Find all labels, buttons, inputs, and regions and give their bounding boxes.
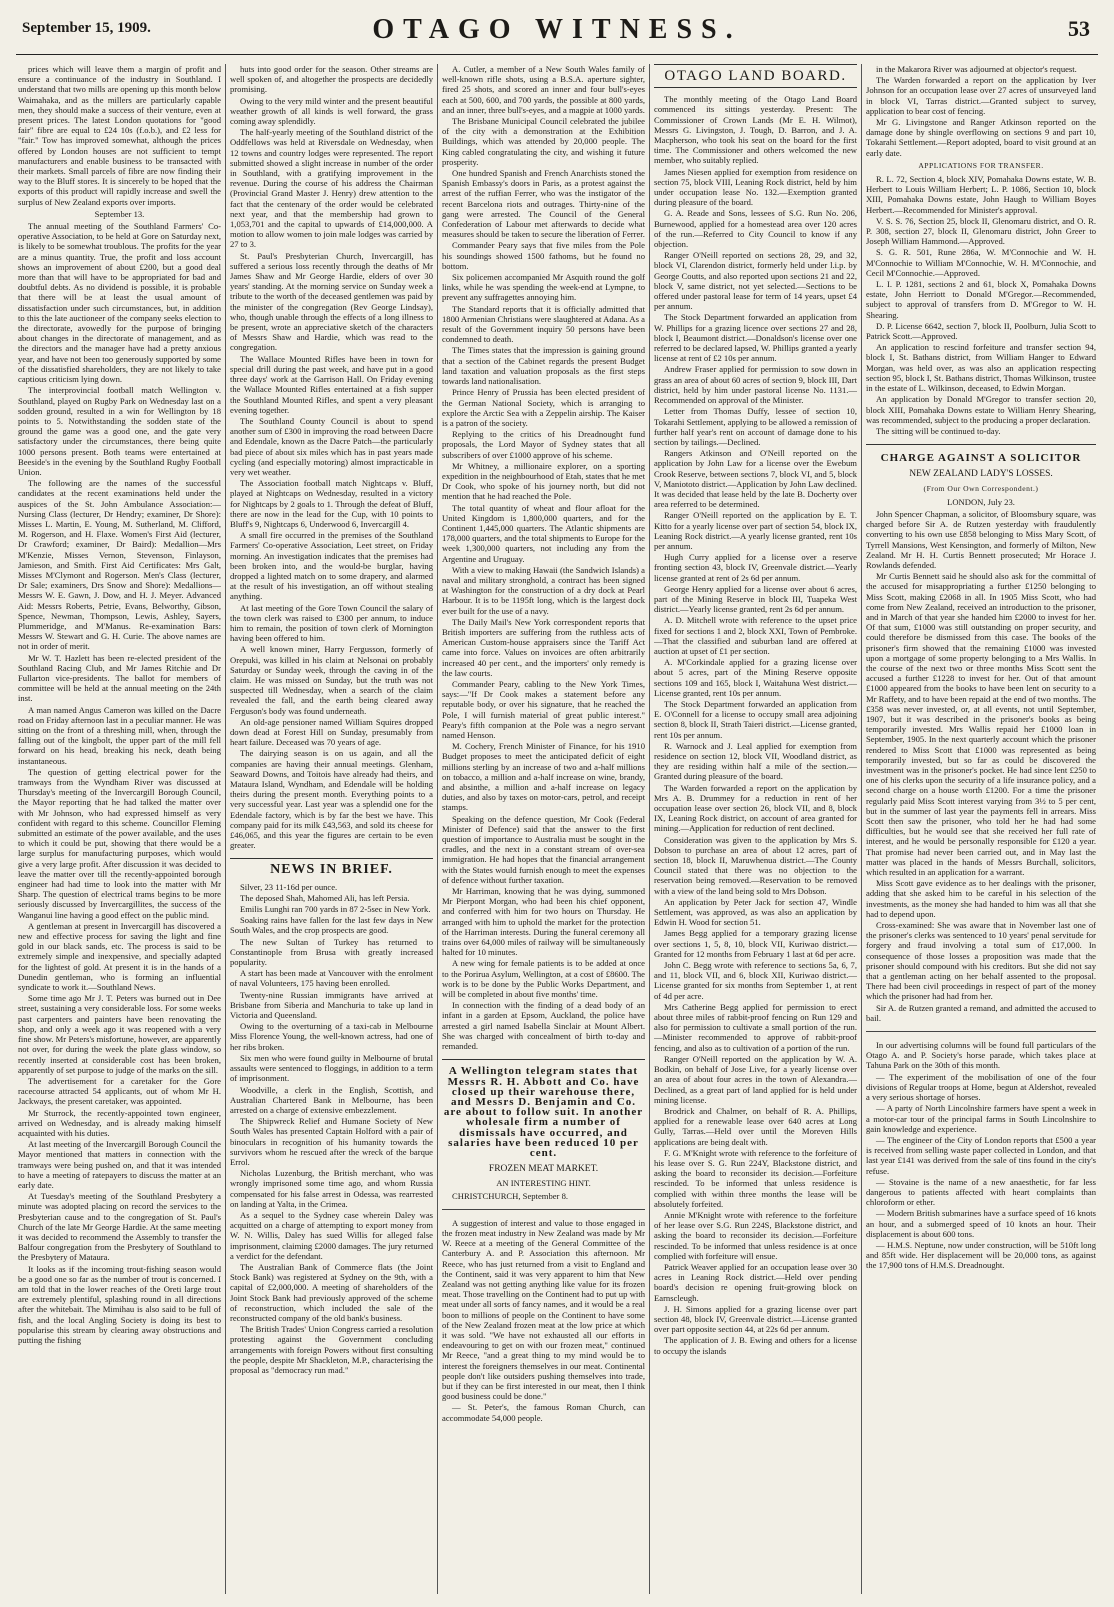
article-paragraph: Mr Sturrock, the recently-appointed town engineer, arrived on Wednesday, and is already making himself acquainted with his duties. [18,1107,221,1138]
article-paragraph: M. Cochery, French Minister of Finance, for his 1910 Budget proposes to meet the anticipated deficit of eight millions sterling by an increase of two and a-half millions on tobacco, a million and a-half increase on wine, brandy, and absinthe, a million and a-half increase on legacy duties, and also by taxes on motor-cars, petrol, and receipt stamps. [442,741,645,813]
article-paragraph: The Standard reports that it is officially admitted that 1800 Armenian Christians were slaughtered at Adana. As a result of the Government inquiry 50 persons have been condemned to death. [442,303,645,345]
article-paragraph: Emilis Lunghi ran 700 yards in 87 2-5sec in New York. [240,904,431,915]
article-paragraph: Nicholas Luzenburg, the British merchant, who was wrongly imprisoned some time ago, and whom Russia compensated for his false arrest in Odessa, was rearrested on landing at Yalta, in the Crimea. [230,1168,433,1209]
article-paragraph: Owing to the very mild winter and the present beautiful weather growth of all kinds is well forward, the grass coming away splendidly. [230,95,433,127]
article-paragraph: Mr G. Livingstone and Ranger Atkinson reported on the damage done by shingle overflowing on sections 9 and part 10, Tokarahi Settlement.—Report adopted, board to visit ground at an early date. [866,117,1096,158]
article-paragraph: — St. Peter's, the famous Roman Church, can accommodate 54,000 people. [442,1402,645,1423]
section-separator [442,1209,645,1210]
article-paragraph: L. I. P. 1281, sections 2 and 61, block X, Pomahaka Downs estate, John Herriott to Donald M'Gregor.—Recommended, subject to approval of transfers from D. M'Gregor to W. H. Shearing. [866,279,1096,320]
article-paragraph: Six policemen accompanied Mr Asquith round the golf links, while he was spending the week-end at Lympne, to prevent any suffragettes annoying him. [442,272,645,303]
article-paragraph: The sitting will be continued to-day. [876,425,1001,436]
article-paragraph: Prince Henry of Prussia has been elected president of the German National Society, which is arranging to explore the Arctic Sea with a Zeppelin airship. The Kaiser is a patron of the society. [442,387,645,428]
article-paragraph: Brodrick and Chalmer, on behalf of R. A. Phillips, applied for a renewable lease over 640 acres at Long Gully, Tarras.—Held over until the Moreven Hills applications are being dealt with. [654,1105,857,1147]
article-paragraph: With a view to making Hawaii (the Sandwich Islands) a naval and military stronghold, a contract has been signed at Washington for the construction of a dry dock at Pearl Harbour. It is to be 1195ft long, which is the largest dock ever built for the use of a navy. [442,564,645,616]
article-paragraph: The interprovincial football match Wellington v. Southland, played on Rugby Park on Wednesday last on a sodden ground, resulted in a win for Wellington by 18 points to 5. Notwithstanding the sodden state of the ground the game was a good one, and the gate very satisfactory under the circumstances, there being quite 1000 persons present. Both teams were entertained at Beeside's in the evening by the Southland Rugby Football Union. [18,385,221,477]
article-paragraph: Six men who were found guilty in Melbourne of brutal assaults were sentenced to floggings, in addition to a term of imprisonment. [230,1052,433,1084]
article-paragraph: A. D. Mitchell wrote with reference to the upset price fixed for sections 1 and 2, block XXI, Town of Pembroke.—That the classified and suburban land are offered at auction at upset of £1 per section. [654,615,857,656]
article-paragraph: Ranger O'Neill reported on sections 28, 29, and 32, block VI, Clarendon district, formerly held under l.i.p. by George Coutts, and also reported upon sections 21 and 22, block V, same district, not yet selected.—Sections to be offered under pastoral lease for term of 14 years, upset £4 per annum. [654,250,857,312]
article-paragraph: Cross-examined: She was aware that in November last one of the prisoner's clerks was sentenced to 10 years' penal servitude for forgery and fraud involving a total sum of £17,000. In consequence of those losses a proposition was made that the prisoner should compound with his creditors. But she did not say that a gentleman acting on her behalf assented to the proposal. There had been civil proceedings in respect of part of the money which the prisoner had had from her. [866,920,1096,1002]
column-1 [18,64,221,1594]
subheading: (From Our Own Correspondent.) [923,483,1039,493]
article-paragraph: At last meeting of the Invercargill Borough Council the Mayor mentioned that matters in connection with the tramways were being pushed on, and that it was intended to have a meeting of ratepayers to discuss the matter at an early date. [18,1139,221,1190]
article-paragraph: S. G. R. 501, Rune 286a, W. M'Connochie and W. H. M'Connochie to William M'Connochie, W. H. M'Connochie, and Cecil M'Connochie.—Approved. [866,247,1096,278]
issue-date: September 15, 1909. [22,20,151,36]
article-paragraph: The monthly meeting of the Otago Land Board commenced its sittings yesterday. Present: The Commissioner of Crown Lands (Mr E. H. Wilmot), Messrs G. Livingston, J. Tough, D. Barron, and J. A. Macpherson, who took his seat on the board for the first time. The Commissioner and others welcomed the new member, who suitably replied. [654,94,857,166]
article-paragraph: The new Sultan of Turkey has returned to Constantinople from Brusa with greatly increased popularity. [230,936,433,968]
article-paragraph: Mr W. T. Hazlett has been re-elected president of the Southland Racing Club, and Mr James Ritchie and Dr Fullarton vice-presidents. The ballot for members of committee will be held at the annual meeting on the 24th inst. [18,652,221,704]
article-paragraph: Commander Peary, cabling to the New York Times, says:—"If Dr Cook makes a statement before any reputable body, or over his signature, that he reached the Pole, I will furnish material of great public interest." Peary's fifth companion at the Pole was a negro servant named Henson. [442,678,645,740]
article-paragraph: A man named Angus Cameron was killed on the Dacre road on Friday afternoon last in a peculiar manner. He was sitting on the front of a threshing mill, when, through the falling out of the kingbolt, the upper part of the mill fell forward on his head, breaking his neck, death being instantaneous. [18,704,221,766]
article-paragraph: The Shipwreck Relief and Humane Society of New South Wales has presented Captain Holford with a pair of binoculars in recognition of his humanity towards the survivors whom he rescued after the wreck of the barque Errol. [230,1116,433,1167]
article-paragraph: Speaking on the defence question, Mr Cook (Federal Minister of Defence) said that the answer to the first question of importance to Australia must be sought in the cradles, and the next in a constant stream of over-sea immigration. He had hopes that the financial arrangement with the States would furnish enough to meet the expenses of defence without further taxation. [442,813,645,885]
article-paragraph: A small fire occurred in the premises of the Southland Farmers' Co-operative Association, Leet street, on Friday morning. An investigation indicates that the premises had been broken into, and the would-be burglar, having dropped a lighted match on to some drapery, and alarmed at the result of his investigation, an off without stealing anything. [230,530,433,602]
article-paragraph: Miss Scott gave evidence as to her dealings with the prisoner, adding that she asked him to be careful in his selection of the investments, as the money she had handed to him was all that she had to depend upon. [866,878,1096,919]
article-paragraph: The Warden forwarded a report on the application by Mrs A. B. Drummey for a reduction in rent of her occupation lease over section 26, block VII, and 8, block IX, Leaning Rock district, on account of area granted for mining.—Application for reduction of rent declined. [654,782,857,834]
article-paragraph: Twenty-nine Russian immigrants have arrived at Brisbane from Siberia and Manchuria to take up land in Victoria and Queensland. [230,989,433,1021]
article-paragraph: — Stovaine is the name of a new anaesthetic, for far less dangerous to patients affected with heart complaints than chloroform or ether. [866,1176,1096,1208]
article-paragraph: In our advertising columns will be found full particulars of the Otago A. and P. Society's horse parade, which takes place at Tahuna Park on the 30th of this month. [866,1040,1096,1071]
article-paragraph: As a sequel to the Sydney case wherein Daley was acquitted on a charge of attempting to export money from W. N. Willis, Daley has sued Willis for alleged false imprisonment, claiming £2000 damages. The jury returned a verdict for the defendant. [230,1209,433,1261]
subheading: NEW ZEALAND LADY'S LOSSES. [909,469,1053,480]
column-rule [861,64,862,1594]
article-paragraph: — Modern British submarines have a surface speed of 16 knots an hour, and a submerged speed of 10 knots an hour. Their displacement is about 600 tons. [866,1208,1096,1239]
article-paragraph: The Warden forwarded a report on the application by Iver Johnson for an occupation lease over 27 acres of unsurveyed land in block VI, Tarras district.—Granted subject to survey, application to bear cost of fencing. [866,75,1096,116]
subheading: FROZEN MEAT MARKET. [488,1164,599,1175]
newspaper-title: OTAGO WITNESS. [372,14,742,45]
article-paragraph: At Tuesday's meeting of the Southland Presbytery a minute was adopted placing on record the services to the Presbyterian cause and to the congregation of St. Paul's Church of the late Mr George Hardie. At the same meeting it was decided to recommend the Assembly to transfer the Balfour congregation from the Presbytery of Southland to the Presbytery of Mataura. [18,1191,221,1263]
article-paragraph: The application of J. B. Ewing and others for a license to occupy the islands [654,1335,857,1356]
article-paragraph: Mr Curtis Bennett said he should also ask for the committal of the accused for misappropriating a further £1250 belonging to Miss Scott, making £2068 in all. In 1905 Miss Scott, who had come from New Zealand, received an introduction to the prisoner, and in March of that year she handed him £2000 to invest for her. Of that sum, £1000 was still outstanding on proper security, and could therefore be dismissed from this case. The books of the prisoner's firm showed that the remaining £1000 was invested upon a mortgage of some property belonging to a Mrs Wallis. In the course of the next two or three months Miss Scott sent the accused a further £1228 to invest for her. Out of that amount £1000 appeared from the books to have been lent on security to a Mr Raffety, and to have been repaid at the end of two months. The £358 was never invested, or, at all events, not until September, 1907, but it was described in the prisoner's books as being temporarily invested. Mrs Wallis repaid her £1000 loan in September, 1905. In the next quarterly account which the prisoner rendered to Miss Scott that £1000 was represented as being temporarily invested, but so far as could be discovered the investment was in the prisoner's pocket. He had since lent £250 to one of his clerks upon the security of a life insurance policy, and a second charge on a house worth £1200. For a time the prisoner regularly paid Miss Scott interest varying from 3½ to 5 per cent, but in the summer of last year the payments fell in arrears. Miss Scott then saw the prisoner, who told her he had had some difficulties, but he would see that she received her full rate of interest, and he would be personally responsible for £120 a year. That promise had never been carried out, and in May last the matter was placed in the hands of Messrs Burchall, solicitors, which resulted in an application for a warrant. [866,571,1096,878]
article-paragraph: Hugh Curry applied for a license over a reserve fronting section 43, block IV, Greenvale district.—Yearly license granted at rent of 2s 6d per annum. [654,552,857,583]
article-paragraph: The Times states that the impression is gaining ground that a section of the Cabinet regards the present Budget land taxation and valuation proposals as the first steps towards land nationalisation. [442,345,645,387]
article-paragraph: St. Paul's Presbyterian Church, Invercargill, has suffered a serious loss recently through the deaths of Mr James Shaw and Mr George Hardie, elders of over 30 years' standing. At the morning service on Sunday week a tribute to the worth of the deceased gentlemen was paid by the minister of the congregation (Rev George Lindsay), who, though unable through the effects of a long illness to be present, wrote an appreciative sketch of the characters of Messrs Shaw and Hardie, which was read to the congregation. [230,250,433,353]
article-paragraph: In connection with the finding of a dead body of an infant in a garden at Epsom, Auckland, the police have arrested a girl named Isabella Sinclair at Mount Albert. She was charged with concealment of birth to-day and remanded. [442,1000,645,1052]
article-paragraph: J. H. Simons applied for a grazing license over part section 48, block IV, Greenvale district.—License granted over part opposite section 44, at 22s 6d per annum. [654,1303,857,1335]
article-paragraph: A start has been made at Vancouver with the enrolment of naval Volunteers, 175 having been enrolled. [230,968,433,989]
article-paragraph: At last meeting of the Gore Town Council the salary of the town clerk was raised to £300 per annum, to induce him to remain, the position of town clerk of Mornington having been offered to him. [230,602,433,644]
article-paragraph: Ranger O'Neill reported on the application by E. T. Kitto for a yearly license over part of section 54, block IX, Leaning Rock district.—A yearly license granted, rent 10s per annum. [654,510,857,551]
article-paragraph: Letter from Thomas Duffy, lessee of section 10, Tokarahi Settlement, applying to be allowed a remission of further half year's rent on account of damage done to his section by tailings.—Declined. [654,406,857,447]
article-paragraph: Andrew Fraser applied for permission to sow down in grass an area of about 60 acres of section 9, block III, Dart district, held by him under pastoral license No. 1131.—Recommended on approval of the Minister. [654,364,857,406]
column-3 [442,64,645,1594]
article-paragraph: A suggestion of interest and value to those engaged in the frozen meat industry in New Zealand was made by Mr W. Reece at a meeting of the General Committee of the Canterbury A. and P. Association this afternoon. Mr Reece, who has just returned from a visit to England and the Continent, said it was very apparent to him that New Zealand was not getting anything like value for its frozen meat. Those travelling on the Continent had to put up with meat under all sorts of fancy names, and it would be a real boon to millions of people on the Continent to have some of the New Zealand frozen meat at the low price at which it was sold. "We have not exhausted all our efforts in endeavouring to get on with our frozen meat," continued Mr Reece, "and a great thing to my mind would be to interest the foreigners themselves in our meat. Continental people don't like outsiders pushing themselves into trade, but if they can be first interested in our meat, then I think good business could be done." [442,1217,645,1402]
column-2 [230,64,433,1594]
article-paragraph: The Southland County Council is about to spend another sum of £300 in improving the road between Dacre and Edendale, known as the Dacre Patch—the particularly bad piece of about six miles which has in past years made cycling (and especially motoring) almost impracticable in very wet weather. [230,415,433,477]
article-paragraph: Some time ago Mr J. T. Peters was burned out in Dee street, sustaining a very considerable loss. For some weeks past carpenters and painters have been renovating the shop, and only a week ago it was reopened with a very fine show. Mr Peters's misfortune, however, are apparently not over, for during the week the plate glass window, so recently inserted at considerable cost has been broken, apparently of set purpose to judge of the marks on the sill. [18,993,221,1075]
article-paragraph: The Wallace Mounted Rifles have been in town for special drill during the past week, and have put in a good three days' work at the Garrison Hall. On Friday evening the Wallace Mounted Rifles entertained at a fish supper the Southland Mounted Rifles, and spent a very pleasant evening together. [230,353,433,415]
article-paragraph: An application to rescind forfeiture and transfer section 94, block I, St. Bathans district, from William Hanger to Edward Morgan, was held over, as was also an application respecting section 95, block I, St. Bathans district, Thomas Wilkinson, trustee in the estate of L. Wilkinson, deceased, to Edwin Morgan. [866,342,1096,394]
article-paragraph: One hundred Spanish and French Anarchists stoned the Spanish Embassy's doors in Paris, as a protest against the arrest of the ruffian Ferrer, who was the instigator of the recent Barcelona riots and outrages. Thirty-nine of the gang were arrested. The Council of the General Confederation of Labour met afterwards to decide what measures should be taken to secure the liberation of Ferrer. [442,168,645,240]
article-paragraph: John Spencer Chapman, a solicitor, of Bloomsbury square, was charged before Sir A. de Rutzen yesterday with fraudulently converting to his own use £858 belonging to Miss Mary Scott, of Tyrrell Mansions, West Kensington, and formerly of Milton, New Zealand. Mr H. H. Curtis Bennett prosecuted; Mr Horace J. Rowlands defended. [866,508,1096,570]
article-paragraph: Woodville, a clerk in the English, Scottish, and Australian Chartered Bank in Melbourne, has been arrested on a charge of extensive embezzlement. [230,1084,433,1115]
article-paragraph: The dairying season is on us again, and all the companies are having their annual meetings. Glenham, Seaward Downs, and Toitois have already had theirs, and Mataura Island, Wyndham, and Edendale will be holding theirs during the present month. Everything points to a very successful year. Last year was a splendid one for the Edendale factory, which is by far the best we have. This company paid for its milk £43,563, and sold its cheese for £46,065, and this year the figures are certain to be even greater. [230,748,433,851]
masthead [16,10,1098,55]
article-paragraph: The annual meeting of the Southland Farmers' Co-operative Association, to be held at Gore on Saturday next, is likely to be somewhat troublous. The profits for the year are a minus quantity. True, the profit and loss account shows an improvement of about £200, but a good deal more than that will have to be appropriated for bad and doubtful debts. As no dividend is possible, it is probable that there will be at least the usual amount of dissatisfaction under such circumstances, but, in addition to this the late auctioneer of the company seeks election to the directorate, avowedly for the purpose of bringing about changes in the directorate of management, and as the directors and the manager have had a pretty anxious year, and have not been too generously supported by some of the dissatisfied shareholders, they are not likely to take captious criticism lying down. [18,221,221,385]
article-paragraph: An application by Peter Jack for section 47, Windle Settlement, was approved, as was also an application by Edwin H. Wood for section 51. [654,896,857,928]
article-paragraph: It looks as if the incoming trout-fishing season would be a good one so far as the number of trout is concerned. I am told that in the lower reaches of the Oreti large trout are extremely plentiful, splashing round in all directions after the whitebait. The Mimihau is also said to be full of fish, and the local Angling Society is doing its best to popularise this stream by clearing away obstructions and putting the fishing [18,1263,221,1345]
article-paragraph: An old-age pensioner named William Squires dropped down dead at Forest Hill on Sunday, presumably from heart failure. Deceased was 70 years of age. [230,716,433,748]
article-paragraph: — H.M.S. Neptune, now under construction, will be 510ft long and 85ft wide. Her displacement will be 20,000 tons, as against the 17,900 tons of H.M.S. Dreadnought. [866,1239,1096,1271]
article-paragraph: The advertisement for a caretaker for the Gore racecourse attracted 54 applicants, out of whom Mr H. Jackways, the present caretaker, was appointed. [18,1075,221,1107]
article-paragraph: Commander Peary says that five miles from the Pole his soundings showed 1500 fathoms, but he found no bottom. [442,240,645,271]
article-paragraph: James Begg applied for a temporary grazing license over sections 1, 5, 8, 10, block VII, Kuriwao district.—Granted for 12 months from February 1 last at 6d per acre. [654,928,857,959]
section-heading: CHARGE AGAINST A SOLICITOR [866,444,1096,463]
subheading: LONDON, July 23. [947,496,1015,507]
article-paragraph: The Association football match Nightcaps v. Bluff, played at Nightcaps on Wednesday, resulted in a victory for Nightcaps by 2 goals to 1. Through the defeat of Bluff, there are now in the lead for the Cup, with 10 points to Bluff's 9, Nightcaps 6, Underwood 6, Invercargill 4. [230,478,433,529]
article-paragraph: An application by Donald M'Gregor to transfer section 20, block XIII, Pomahaka Downs estate to William Henry Shearing, was recommended, subject to the producing a proper declaration. [866,394,1096,425]
article-paragraph: The Stock Department forwarded an application from W. Phillips for a grazing licence over sections 27 and 28, block I, Beaumont district.—Donaldson's license over one referred to be declared lapsed, W. Phillips granted a yearly license at rent of £2 10s per annum. [654,312,857,364]
article-paragraph: A well known miner, Harry Fergusson, formerly of Orepuki, was killed in his claim at Nelsonai on probably Saturday or Sunday week, through the caving in of the claim. He was missed on Sunday, but the truth was not suspected till Wednesday, when a search of the claim revealed the fall, and the earth being cleared away Ferguson's body was found underneath. [230,644,433,716]
article-paragraph: Annie M'Knight wrote with reference to the forfeiture of her lease over S.G. Run 224S, Blackstone district, and asking the board to reconsider its decision.—Forfeiture rescinded. To be informed that unless residence is at once complied with forfeiture will ensue. [654,1209,857,1261]
subheading: APPLICATIONS FOR TRANSFER. [918,160,1044,170]
section-heading: A Wellington telegram states that Messrs R. H. Abbott and Co. have closed up their warehouse there, and Messrs D. Benjamin and Co. are about to follow suit. In another wholesale firm a number of dismissals have occurred, and salaries have been reduced 10 per cent. [442,1059,645,1158]
article-paragraph: The Daily Mail's New York correspondent reports that British importers are suffering from the ruthless acts of American Custom-house appraisers since the Tariff Act came into force. Values on invoices are often arbitrarily increased 40 per cent., and the importers' only remedy is the law courts. [442,616,645,678]
article-paragraph: Owing to the overturning of a taxi-cab in Melbourne Miss Florence Young, the well-known actress, had one of her ribs broken. [230,1021,433,1052]
article-paragraph: Mrs Catherine Begg applied for permission to erect about three miles of rabbit-proof fencing on Run 129 and also for permission to cultivate a small portion of the run.—Minister recommended to approve of rabbit-proof fencing, and also as to cultivation of a portion of the run. [654,1001,857,1053]
article-paragraph: The Stock Department forwarded an application from E. O'Connell for a license to occupy small area adjoining section 8, block II, Strath Taieri district.—License granted, rent 10s per annum. [654,698,857,740]
article-paragraph: huts into good order for the season. Other streams are well spoken of, and altogether the prospects are decidedly promising. [230,64,433,95]
article-paragraph: The half-yearly meeting of the Southland district of the Oddfellows was held at Riversdale on Wednesday, when 12 towns and country lodges were represented. The report submitted showed a slight increase in number of the order in Southland, with a gratifying improvement in the revenue. During the course of his address the Chairman (Provincial Grand Master J. Henry) drew attention to the fact that the centenary of the order would be celebrated next year, and that the membership had grown to 1,053,701 and the capital to upwards of £14,000,000. A motion to allow women to join male lodges was carried by 27 to 3. [230,127,433,250]
article-paragraph: The question of getting electrical power for the tramways from the Wyndham River was discussed at Thursday's meeting of the Invercargill Borough Council, the Mayor reporting that he had talked the matter over with Mr Johnson, who had expressed himself as very confident with regard to this scheme. Councillor Fleming submitted an estimate of the power available, and the uses to which it could be put, showing that there would be a large surplus for manufacturing purposes, which would give a very large profit. After discussion it was decided to leave the matter over till the recently-appointed borough engineer had had time to look into the matter with Mr Sharp. The question of electrical trams begins to be more seriously discussed by Invercargillites, the success of the Wanganui line having a good effect on the public mind. [18,766,221,920]
article-paragraph: Ranger O'Neill reported on the application by W. A. Bodkin, on behalf of Jose Live, for a yearly license over an area of about four acres in the town of Alexandra.—Declined, as a great part of land applied for is held under mining license. [654,1053,857,1105]
article-paragraph: Soaking rains have fallen for the last few days in New South Wales, and the crop prospects are good. [230,915,433,936]
article-paragraph: Mr Whitney, a millionaire explorer, on a sporting expedition in the neighbourhood of Etah, states that he met Dr Cook, who spoke of his journey north, but did not mention that he had reached the Pole. [442,460,645,502]
article-paragraph: The following are the names of the successful candidates at the recent examinations held under the auspices of the St. John Ambulance Association:—Nursing Class (lecturer, Dr Hendry; examiner, Dr Shore): Misses L. Martin, E. Young, M. Sutherland, M. Clifford, M. Rogerson, and H. Flaxe. Women's First Aid (lecturer, Dr Crawford; examiner, Dr Baird): Medallion—Mrs M'Kenzie, Misses Vernon, Stevenson, Finlayson, Jamieson, and Smith. First Aid Certificates: Mrs Galt, Misses M'Clymont and Rogerson. Men's Class (lecturer, Dr Sale; examiners, Drs Snow and Shore): Medallions—Messrs W. E. Gawn, J. Dow, and H. J. Meyer. Advanced Aid: Messrs Roberts, Petrie, Evans, Belworthy, Gibson, Spence, Newman, Thompson, Lewis, Ashley, Sayers, Plummeridge, and M'Manus. Re-examination Bars: Messrs W. Stewart and G. H. Curie. The above names are not in order of merit. [18,478,221,652]
article-paragraph: R. L. 72, Section 4, block XIV, Pomahaka Downs estate, W. B. Herbert to Louis William Herbert; L. P. 1086, Section 10, block XIII, Pomahaka Downs estate, John Haugh to William Boyes Herbert.—Recommended for Minister's approval. [866,174,1096,215]
subheading: September 13. [94,208,145,219]
subheading: AN INTERESTING HINT. [496,1178,591,1189]
article-paragraph: The deposed Shah, Mahomed Ali, has left Persia. [240,892,410,903]
article-paragraph: CHRISTCHURCH, September 8. [452,1190,569,1201]
article-paragraph: — The experiment of the mobilisation of one of the four divisions of Regular troops at Home, begun at Aldershot, revealed a very serious shortage of horses. [866,1071,1096,1103]
article-paragraph: in the Makarora River was adjourned at objector's request. [876,64,1077,74]
article-paragraph: The British Trades' Union Congress carried a resolution protesting against the Government concluding arrangements with foreign Powers without first consulting the people, despite Mr Shackleton, M.P., characterising the proposal as "democracy run mad." [230,1324,433,1375]
article-paragraph: Sir A. de Rutzen granted a remand, and admitted the accused to bail. [866,1002,1096,1023]
section-heading: NEWS IN BRIEF. [230,858,433,875]
article-paragraph: James Niesen applied for exemption from residence on section 75, block VIII, Leaning Rock district, held by him under occupation lease No. 132.—Exemption granted during pleasure of the board. [654,166,857,208]
article-paragraph: — A party of North Lincolnshire farmers have spent a week in a motor-car tour of the principal farms in South Lincolnshire to gain knowledge and experience. [866,1103,1096,1134]
article-paragraph: R. Warnock and J. Leal applied for exemption from residence on section 12, block VII, Woodland district, as they are residing within half a mile of the section.—Granted during pleasure of the board. [654,740,857,782]
article-paragraph: George Henry applied for a license over about 6 acres, part of the Mining Reserve in block III, Tuapeka West district.—Yearly license granted, rent 2s 6d per annum. [654,583,857,615]
article-paragraph: V. S. S. 76, Section 25, block II, Glenomaru district, and O. R. P. 308, section 27, block II, Glenomaru district, John Greer to Joseph William Hammond.—Approved. [866,215,1096,247]
page-number: 53 [1068,16,1090,41]
article-paragraph: Patrick Weaver applied for an occupation lease over 30 acres in Leaning Rock district.—Held over pending board's decision re opening fruit-growing block on Earnscleugh. [654,1261,857,1303]
column-rule [225,64,226,1594]
column-5 [866,64,1096,1594]
section-separator [866,1031,1096,1032]
article-paragraph: The Brisbane Municipal Council celebrated the jubilee of the city with a demonstration at the Exhibition Buildings, which was attended by 20,000 people. The King cabled congratulating the city, and wishing it future prosperity. [442,116,645,167]
article-paragraph: The total quantity of wheat and flour afloat for the United Kingdom is 1,800,000 quarters, and for the Continent 1,445,000 quarters. The Atlantic shipments are 178,000 quarters, and the total shipments to Europe for the week 1,300,000 quarters, not including any from the Argentine and Uruguay. [442,502,645,564]
article-paragraph: prices which will leave them a margin of profit and ensure a continuance of the industry in Southland. I understand that two mills are opening up this month below Waimahaka, and as the millers are particularly capable men, they should make a success of their venture, even at present prices. The latest London quotations for "good fair" fibre are equal to £24 10s (f.o.b.), and £2 less for "fair." Tow has improved somewhat, although the prices offered by London houses are not sufficient to tempt manufacturers and enable business to be transacted with their markets. Small parcels of fibre are now finding their way to the Bluff stores. It is sincerely to be hoped that the exports of this product will rapidly increase and swell the surplus of New Zealand exports over imports. [18,64,221,207]
column-rule [649,64,650,1594]
article-paragraph: Rangers Atkinson and O'Neill reported on the application by John Law for a license over the Ewebum Crook Reserve, between sections 7, block VI, and 5, block V, Maniototo district.—Application by John Law declined. It was decided that lease held by the late B. Docherty over area referred to be determined. [654,448,857,510]
article-paragraph: A new wing for female patients is to be added at once to the Porirua Asylum, Wellington, at a cost of £8600. The work is to be done by the Public Works Department, and will be completed in about five months' time. [442,958,645,1000]
article-paragraph: Consideration was given to the application by Mrs S. Dobson to purchase an area of about 12 acres, part of section 18, block II, Maruwhenua district.—The County Council stated that there was no objection to the reservation being removed.—Reservation to be removed with a view of the land being sold to Mrs Dobson. [654,834,857,896]
column-4 [654,64,857,1594]
article-paragraph: Silver, 23 11-16d per ounce. [240,881,338,892]
section-heading: OTAGO LAND BOARD. [654,64,857,88]
article-paragraph: John C. Begg wrote with reference to sections 5a, 6, 7, and 11, block VII, and 6, block XII, Kuriwao district.—License granted for six months from September 1, at rent of 4d per acre. [654,960,857,1001]
article-paragraph: — The engineer of the City of London reports that £500 a year is received from selling waste paper collected in London, and that last year £141 was derived from the sale of tins found in the city's refuse. [866,1134,1096,1176]
article-paragraph: G. A. Reade and Sons, lessees of S.G. Run No. 206, Burnewood, applied for a homestead area over 120 acres of the run.—Referred to City Council to know if any objection. [654,208,857,250]
article-paragraph: F. G. M'Knight wrote with reference to the forfeiture of his lease over S. G. Run 224Y, Blackstone district, and asking the board to reconsider its decision.—Forfeiture rescinded. To be informed that unless residence is complied with within three months the lease will be absolutely forfeited. [654,1147,857,1209]
article-paragraph: Mr Harriman, knowing that he was dying, summoned Mr Pierpont Morgan, who had been his chief opponent, and conferred with him for two hours on Thursday. He arranged with him to uphold the market for the protection of the Harriman interests. During the funeral ceremony all trains over 64,000 miles of railway will be simultaneously halted for 10 minutes. [442,886,645,958]
column-rule [437,64,438,1594]
article-paragraph: A gentleman at present in Invercargill has discovered a new and effective process for saving the light and fine gold in our black sands, etc. The process is said to be extremely simple and inexpensive, and specially adapted for the lightest of gold. At present it is in the hands of a Dunedin gentleman, who is forming an influential syndicate to work it.—Southland News. [18,920,221,993]
article-paragraph: A. Cutler, a member of a New South Wales family of well-known rifle shots, using a B.S.A. aperture sighter, fired 25 shots, and scored an inner and four bull's-eyes each at 500, 600, and 700 yards, the possible at 800 yards, and an inner, three bull's-eyes, and a magpie at 1000 yards. [442,64,645,115]
article-paragraph: The Australian Bank of Commerce flats (the Joint Stock Bank) was registered at Sydney on the 9th, with a capital of £2,000,000. A meeting of shareholders of the Joint Stock Bank had previously approved of the scheme of reconstruction, which included the sale of the reconstructed company of the old bank's business. [230,1261,433,1323]
article-paragraph: A. M'Corkindale applied for a grazing license over about 5 acres, part of the Mining Reserve opposite sections 109 and 165, block I, Waitahuna West district.—License granted, rent 10s per annum. [654,657,857,698]
article-paragraph: Replying to the critics of his Dreadnought fund proposals, the Lord Mayor of Sydney states that all subscribers of over £1000 approve of his scheme. [442,429,645,460]
article-paragraph: D. P. License 6642, section 7, block II, Poolburn, Julia Scott to Patrick Scott.—Approved. [866,320,1096,342]
